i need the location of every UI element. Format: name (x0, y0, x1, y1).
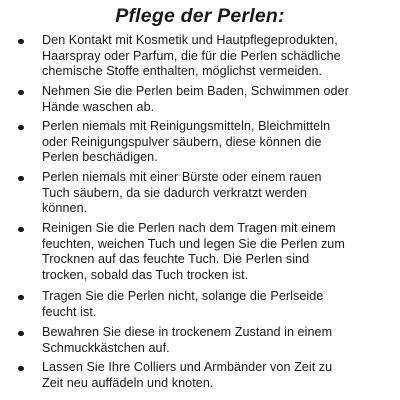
item-line: Zeit neu auffädeln und knoten. (42, 375, 214, 390)
list-item (42, 84, 394, 115)
item-line: feuchten, weichen Tuch und legen Sie die Perlen zum (42, 236, 345, 251)
bullet-icon (18, 39, 24, 45)
item-line: Tuch säubern, da sie dadurch verkratzt werden (42, 185, 307, 200)
bullet-icon (18, 331, 24, 337)
bullet-icon (18, 295, 24, 301)
item-line: Reinigen Sie die Perlen nach dem Tragen mit einem (42, 221, 336, 235)
bullet-icon (18, 125, 24, 131)
item-line: trocken, sobald das Tuch trocken ist. (42, 267, 249, 282)
item-line: Hände waschen ab. (42, 99, 155, 114)
item-line: Perlen niemals mit Reinigungsmitteln, Bleichmitteln (42, 119, 331, 133)
list-item (42, 119, 394, 166)
item-line: können. (42, 201, 88, 216)
list-item (42, 360, 394, 391)
item-line: chemische Stoffe enthalten, möglichst vermeiden. (42, 64, 323, 79)
item-line: Tragen Sie die Perlen nicht, solange die Perlseide (42, 289, 324, 303)
item-line: oder Reinigungspulver säubern, diese können die (42, 134, 322, 149)
item-line: Nehmen Sie die Perlen beim Baden, Schwimmen oder (42, 84, 349, 98)
list-item (42, 33, 394, 80)
item-line: Lassen Sie Ihre Colliers und Armbänder von Zeit zu (42, 360, 333, 374)
list-item (42, 289, 394, 320)
item-line: Perlen niemals mit einer Bürste oder einem rauen (42, 170, 322, 184)
list-item (42, 325, 394, 356)
item-line: Trocknen auf das feuchte Tuch. Die Perlen sind (42, 252, 310, 267)
item-line: Schmuckkästchen auf. (42, 340, 170, 355)
item-line: Den Kontakt mit Kosmetik und Hautpflegeprodukten, (42, 33, 338, 47)
bullet-icon (18, 227, 24, 233)
list-item (42, 221, 394, 283)
item-line: feucht ist. (42, 304, 97, 319)
bullet-icon (18, 366, 24, 372)
item-line: Haarspray oder Parfum, die für die Perlen schädliche (42, 48, 341, 63)
item-line: Perlen beschädigen. (42, 150, 158, 165)
list-item (42, 170, 394, 217)
bullet-icon (18, 90, 24, 96)
bullet-icon (18, 176, 24, 182)
item-line: Bewahren Sie diese in trockenem Zustand in einem (42, 325, 333, 339)
page-title: Pflege der Perlen: (115, 5, 285, 27)
